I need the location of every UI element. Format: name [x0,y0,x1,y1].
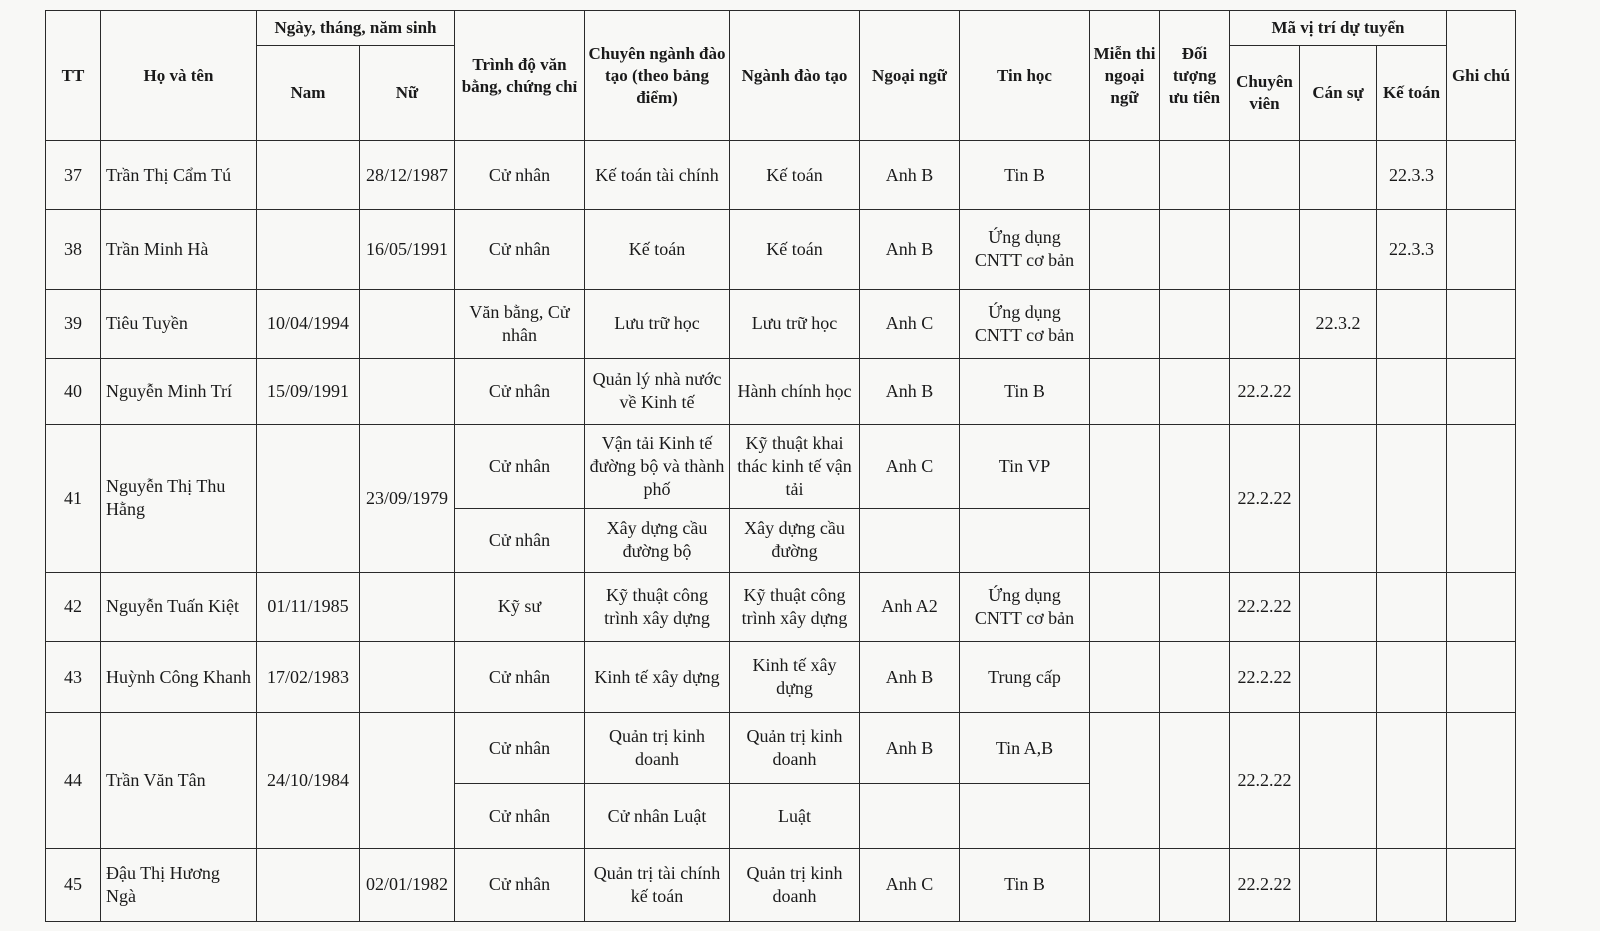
cell-doi-tuong [1160,289,1230,358]
cell-nam [257,141,360,210]
cell-name: Trần Văn Tân [101,713,257,848]
cell-mien-thi [1090,641,1160,712]
cell-can-su: 22.3.2 [1300,289,1377,358]
cell-nu [360,572,455,641]
table-row [46,848,1516,921]
cell-name: Nguyễn Thị Thu Hằng [101,425,257,573]
cell-mien-thi [1090,289,1160,358]
cell-chuyen-nganh: Vận tải Kinh tế đường bộ và thành phố [585,425,730,508]
cell-ke-toan [1377,289,1447,358]
cell-ghi-chu [1447,358,1516,424]
cell-nganh: Kỹ thuật công trình xây dựng [730,572,860,641]
cell-nganh: Kinh tế xây dựng [730,641,860,712]
cell-tin-hoc: Tin A,B [960,713,1090,784]
cell-ke-toan: 22.3.3 [1377,141,1447,210]
cell-nu [360,289,455,358]
cell-can-su [1300,848,1377,921]
cell-nam [257,848,360,921]
cell-chuyen-vien [1230,210,1300,289]
cell-doi-tuong [1160,358,1230,424]
cell-chuyen-nganh: Kế toán [585,210,730,289]
header-nganh: Ngành đào tạo [730,11,860,141]
cell-tt: 39 [46,289,101,358]
header-nam: Nam [257,46,360,141]
cell-name: Tiêu Tuyền [101,289,257,358]
cell-doi-tuong [1160,210,1230,289]
table-row [46,641,1516,712]
cell-nu: 02/01/1982 [360,848,455,921]
cell-can-su [1300,713,1377,848]
cell-trinh-do: Cử nhân [455,508,585,572]
cell-trinh-do: Cử nhân [455,210,585,289]
cell-mien-thi [1090,572,1160,641]
cell-chuyen-vien [1230,289,1300,358]
cell-trinh-do: Văn bằng, Cử nhân [455,289,585,358]
header-chuyen-vien: Chuyên viên [1230,46,1300,141]
cell-tt: 41 [46,425,101,573]
cell-nam: 01/11/1985 [257,572,360,641]
cell-chuyen-vien [1230,141,1300,210]
cell-chuyen-nganh: Lưu trữ học [585,289,730,358]
cell-can-su [1300,358,1377,424]
cell-tt: 45 [46,848,101,921]
header-can-su: Cán sự [1300,46,1377,141]
cell-ke-toan [1377,572,1447,641]
cell-nganh: Lưu trữ học [730,289,860,358]
cell-chuyen-nganh: Quản lý nhà nước về Kinh tế [585,358,730,424]
cell-trinh-do: Cử nhân [455,641,585,712]
cell-ngoai-ngu [860,784,960,848]
cell-nganh: Quản trị kinh doanh [730,848,860,921]
cell-nu: 28/12/1987 [360,141,455,210]
header-ngoai-ngu: Ngoại ngữ [860,11,960,141]
cell-tin-hoc [960,784,1090,848]
cell-nganh: Kỹ thuật khai thác kinh tế vận tải [730,425,860,508]
cell-chuyen-vien: 22.2.22 [1230,848,1300,921]
table-row [46,425,1516,508]
cell-chuyen-nganh: Xây dựng cầu đường bộ [585,508,730,572]
cell-ghi-chu [1447,848,1516,921]
cell-nu [360,641,455,712]
cell-chuyen-vien: 22.2.22 [1230,358,1300,424]
cell-mien-thi [1090,425,1160,573]
cell-nganh: Kế toán [730,210,860,289]
cell-chuyen-vien: 22.2.22 [1230,572,1300,641]
cell-chuyen-nganh: Quản trị kinh doanh [585,713,730,784]
cell-nam: 15/09/1991 [257,358,360,424]
cell-chuyen-nganh: Kỹ thuật công trình xây dựng [585,572,730,641]
cell-ghi-chu [1447,425,1516,573]
cell-mien-thi [1090,210,1160,289]
cell-nam: 17/02/1983 [257,641,360,712]
cell-mien-thi [1090,713,1160,848]
cell-tin-hoc: Ứng dụng CNTT cơ bản [960,289,1090,358]
table-row [46,141,1516,210]
cell-nganh: Kế toán [730,141,860,210]
cell-ke-toan [1377,425,1447,573]
cell-ghi-chu [1447,641,1516,712]
cell-trinh-do: Cử nhân [455,358,585,424]
cell-can-su [1300,425,1377,573]
header-ke-toan: Kế toán [1377,46,1447,141]
cell-tin-hoc: Tin B [960,358,1090,424]
cell-tt: 43 [46,641,101,712]
cell-ke-toan [1377,848,1447,921]
candidate-table [45,10,1516,922]
cell-can-su [1300,572,1377,641]
cell-ghi-chu [1447,289,1516,358]
cell-nu: 16/05/1991 [360,210,455,289]
cell-tt: 44 [46,713,101,848]
cell-ngoai-ngu [860,508,960,572]
header-chuyen-nganh: Chuyên ngành đào tạo (theo bảng điểm) [585,11,730,141]
cell-trinh-do: Cử nhân [455,784,585,848]
table-row [46,713,1516,784]
cell-tin-hoc: Trung cấp [960,641,1090,712]
cell-nu: 23/09/1979 [360,425,455,573]
header-ma-vi-tri: Mã vị trí dự tuyển [1230,11,1447,46]
cell-ngoai-ngu: Anh B [860,358,960,424]
cell-tt: 37 [46,141,101,210]
cell-chuyen-vien: 22.2.22 [1230,713,1300,848]
cell-ke-toan [1377,641,1447,712]
cell-tin-hoc: Ứng dụng CNTT cơ bản [960,210,1090,289]
cell-nu [360,358,455,424]
cell-can-su [1300,641,1377,712]
header-mien-thi: Miễn thi ngoại ngữ [1090,11,1160,141]
table-row [46,572,1516,641]
cell-ghi-chu [1447,210,1516,289]
cell-ngoai-ngu: Anh B [860,141,960,210]
table-row [46,289,1516,358]
cell-doi-tuong [1160,713,1230,848]
cell-chuyen-vien: 22.2.22 [1230,641,1300,712]
cell-name: Đậu Thị Hương Ngà [101,848,257,921]
header-tin-hoc: Tin học [960,11,1090,141]
cell-mien-thi [1090,358,1160,424]
cell-doi-tuong [1160,641,1230,712]
cell-trinh-do: Cử nhân [455,425,585,508]
cell-chuyen-nganh: Kế toán tài chính [585,141,730,210]
cell-tin-hoc: Tin B [960,141,1090,210]
cell-tin-hoc [960,508,1090,572]
cell-doi-tuong [1160,848,1230,921]
cell-ghi-chu [1447,141,1516,210]
cell-nam: 10/04/1994 [257,289,360,358]
cell-doi-tuong [1160,425,1230,573]
cell-ngoai-ngu: Anh B [860,713,960,784]
cell-trinh-do: Kỹ sư [455,572,585,641]
cell-tin-hoc: Tin VP [960,425,1090,508]
cell-name: Nguyễn Tuấn Kiệt [101,572,257,641]
cell-mien-thi [1090,848,1160,921]
cell-doi-tuong [1160,572,1230,641]
header-tt: TT [46,11,101,141]
cell-chuyen-nganh: Kinh tế xây dựng [585,641,730,712]
cell-ke-toan [1377,713,1447,848]
cell-ngoai-ngu: Anh B [860,641,960,712]
cell-can-su [1300,141,1377,210]
header-doi-tuong: Đối tượng ưu tiên [1160,11,1230,141]
cell-ngoai-ngu: Anh A2 [860,572,960,641]
table-row [46,210,1516,289]
cell-ngoai-ngu: Anh C [860,289,960,358]
cell-tin-hoc: Ứng dụng CNTT cơ bản [960,572,1090,641]
cell-nganh: Luật [730,784,860,848]
cell-tt: 40 [46,358,101,424]
cell-doi-tuong [1160,141,1230,210]
cell-ngoai-ngu: Anh C [860,848,960,921]
cell-nganh: Hành chính học [730,358,860,424]
cell-nu [360,713,455,848]
cell-trinh-do: Cử nhân [455,141,585,210]
header-nu: Nữ [360,46,455,141]
cell-name: Trần Thị Cẩm Tú [101,141,257,210]
header-ho-ten: Họ và tên [101,11,257,141]
cell-chuyen-vien: 22.2.22 [1230,425,1300,573]
cell-tt: 42 [46,572,101,641]
cell-can-su [1300,210,1377,289]
cell-chuyen-nganh: Cử nhân Luật [585,784,730,848]
cell-ke-toan [1377,358,1447,424]
cell-nam [257,210,360,289]
table-row [46,358,1516,424]
cell-name: Trần Minh Hà [101,210,257,289]
cell-chuyen-nganh: Quản trị tài chính kế toán [585,848,730,921]
cell-ghi-chu [1447,713,1516,848]
cell-trinh-do: Cử nhân [455,848,585,921]
cell-nganh: Xây dựng cầu đường [730,508,860,572]
cell-mien-thi [1090,141,1160,210]
header-ghi-chu: Ghi chú [1447,11,1516,141]
header-trinh-do: Trình độ văn bằng, chứng chỉ [455,11,585,141]
cell-nam [257,425,360,573]
cell-ke-toan: 22.3.3 [1377,210,1447,289]
header-row-top [46,11,1516,46]
cell-tin-hoc: Tin B [960,848,1090,921]
cell-nam: 24/10/1984 [257,713,360,848]
cell-nganh: Quản trị kinh doanh [730,713,860,784]
cell-ngoai-ngu: Anh C [860,425,960,508]
cell-ghi-chu [1447,572,1516,641]
cell-trinh-do: Cử nhân [455,713,585,784]
cell-tt: 38 [46,210,101,289]
header-ngay-sinh: Ngày, tháng, năm sinh [257,11,455,46]
cell-ngoai-ngu: Anh B [860,210,960,289]
cell-name: Nguyễn Minh Trí [101,358,257,424]
cell-name: Huỳnh Công Khanh [101,641,257,712]
